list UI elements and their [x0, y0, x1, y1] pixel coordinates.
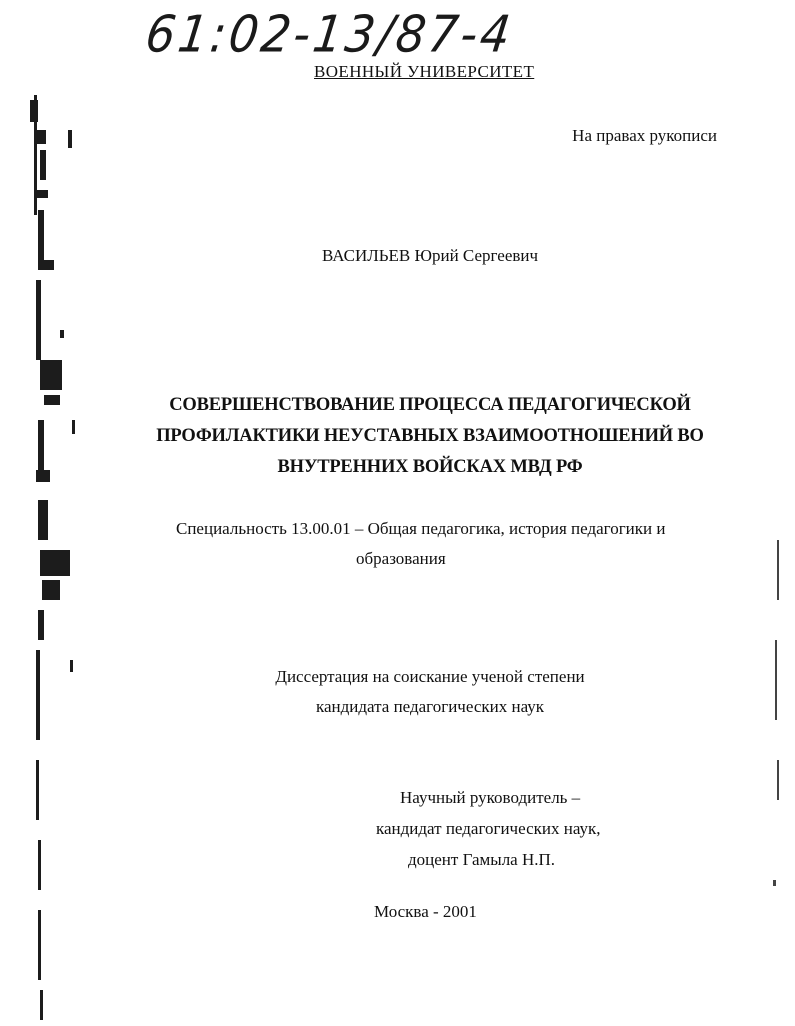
specialty-line: Специальность 13.00.01 – Общая педагогика, история педагогики и	[176, 519, 666, 538]
scan-edge-artifact	[0, 0, 90, 1026]
title-line: СОВЕРШЕНСТВОВАНИЕ ПРОЦЕССА ПЕДАГОГИЧЕСКОЙ	[169, 395, 691, 415]
right-edge-artifact	[755, 0, 795, 1026]
degree-line: Диссертация на соискание ученой степени	[275, 667, 585, 686]
title-line: ПРОФИЛАКТИКИ НЕУСТАВНЫХ ВЗАИМООТНОШЕНИЙ ВО	[156, 426, 704, 446]
supervisor-line: доцент Гамыла Н.П.	[408, 850, 556, 869]
specialty	[176, 514, 736, 574]
author-name: ВАСИЛЬЕВ Юрий Сергеевич	[321, 246, 539, 265]
city-and-year: Москва - 2001	[374, 902, 477, 921]
degree-statement	[120, 662, 740, 722]
title-line: ВНУТРЕННИХ ВОЙСКАХ МВД РФ	[277, 457, 583, 477]
supervisor-line: Научный руководитель –	[400, 788, 581, 807]
specialty-line: образования	[356, 549, 446, 568]
degree-line: кандидата педагогических наук	[315, 697, 545, 716]
supervisor-line: кандидат педагогических наук,	[376, 819, 601, 838]
dissertation-title	[150, 390, 710, 483]
handwritten-archive-number: 61:02-13/87-4	[142, 4, 517, 64]
manuscript-rights-note: На правах рукописи	[572, 126, 717, 145]
institution-name: ВОЕННЫЙ УНИВЕРСИТЕТ	[314, 62, 535, 81]
scientific-supervisor	[376, 782, 601, 875]
